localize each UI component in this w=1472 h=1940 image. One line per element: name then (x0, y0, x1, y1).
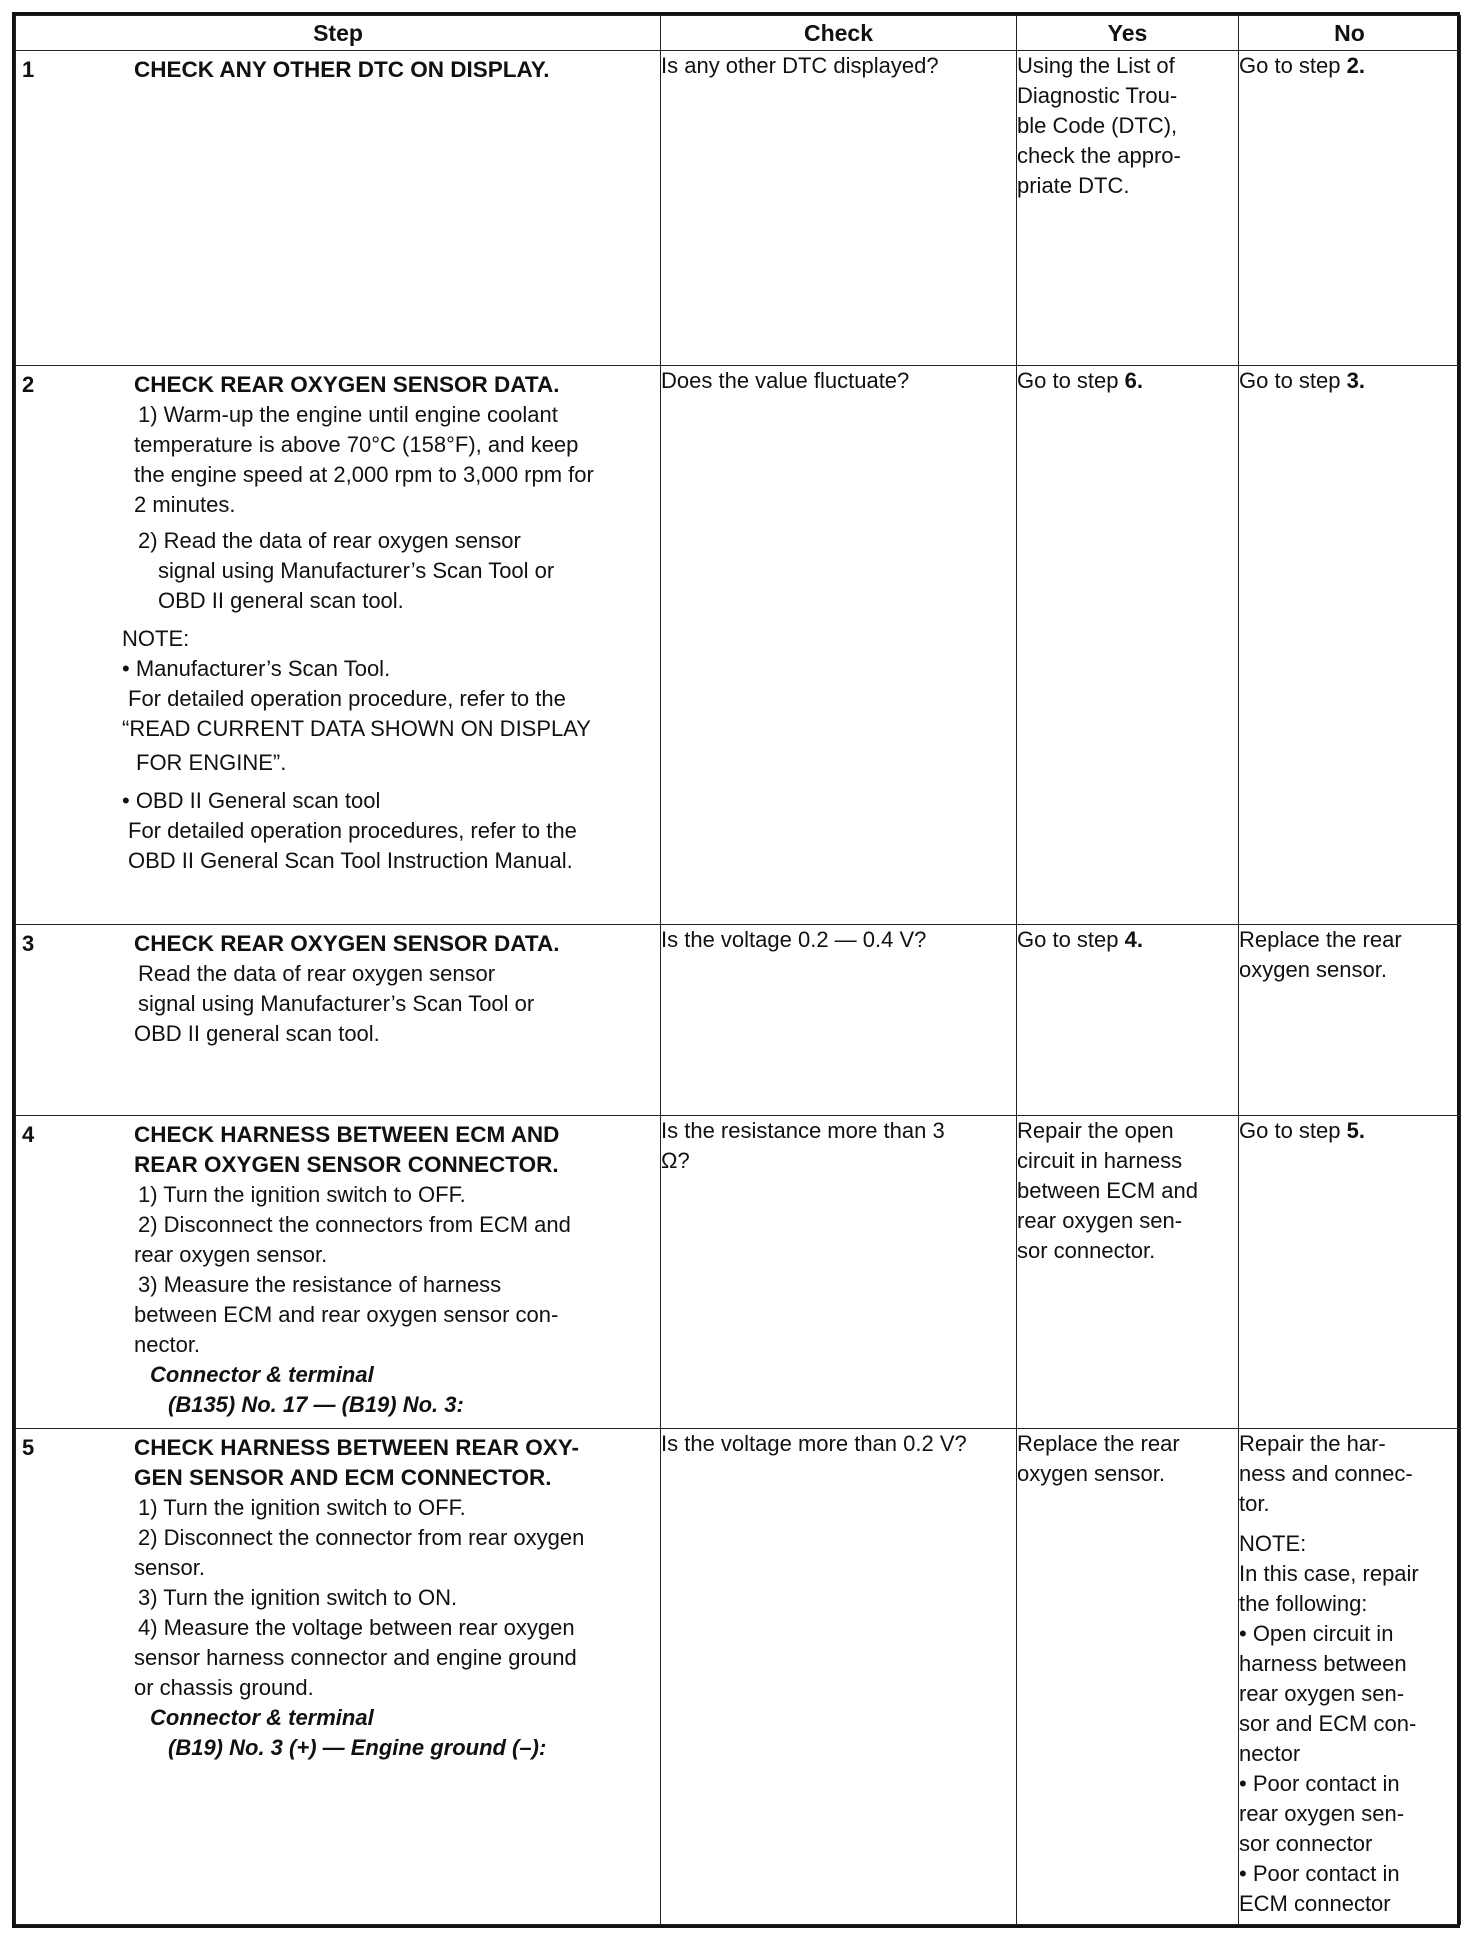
header-check: Check (661, 16, 1017, 51)
step-title: CHECK HARNESS BETWEEN ECM AND (134, 1122, 560, 1147)
step-title: CHECK REAR OXYGEN SENSOR DATA. (134, 931, 560, 956)
note-text: • OBD II General scan tool (122, 788, 381, 813)
connector-title: Connector & terminal (150, 1705, 374, 1730)
step-text: rear oxygen sensor. (134, 1242, 328, 1267)
yes-text: Go to step (1017, 927, 1125, 952)
step-text: 1) Turn the ignition switch to OFF. (138, 1182, 466, 1207)
step-text: 2) Disconnect the connector from rear oxygen (138, 1525, 585, 1550)
step-note (122, 624, 652, 876)
step-text: 2) Read the data of rear oxygen sensor (138, 528, 521, 553)
yes-cell (1017, 1429, 1239, 1925)
yes-text: oxygen sensor. (1017, 1461, 1165, 1486)
no-note-text: sor and ECM con- (1239, 1711, 1417, 1736)
diagnostic-procedure-table (12, 12, 1460, 1928)
no-cell (1239, 925, 1461, 1116)
table-row (16, 1116, 1461, 1429)
no-text: Go to step (1239, 53, 1347, 78)
no-cell (1239, 1429, 1461, 1925)
table-row (16, 925, 1461, 1116)
no-step-ref: 3. (1346, 368, 1365, 393)
check-cell: Does the value fluctuate? (661, 366, 1017, 925)
step-text: 2) Disconnect the connectors from ECM and (138, 1212, 571, 1237)
step-cell (16, 925, 661, 1116)
step-text: between ECM and rear oxygen sensor con- (134, 1302, 559, 1327)
step-number: 2 (22, 372, 35, 397)
step-text: 3) Measure the resistance of harness (138, 1272, 502, 1297)
step-text: 4) Measure the voltage between rear oxygen (138, 1615, 575, 1640)
no-note-text: sor connector (1239, 1831, 1373, 1856)
connector-value: (B135) No. 17 — (B19) No. 3: (168, 1392, 464, 1417)
no-text: oxygen sensor. (1239, 957, 1387, 982)
step-text: signal using Manufacturer’s Scan Tool or (138, 991, 535, 1016)
check-cell (661, 1116, 1017, 1429)
step-text: 3) Turn the ignition switch to ON. (138, 1585, 458, 1610)
no-note-text: • Poor contact in (1239, 1861, 1400, 1886)
step-text: 1) Turn the ignition switch to OFF. (138, 1495, 466, 1520)
step-text: OBD II general scan tool. (158, 588, 404, 613)
no-text: Go to step (1239, 1118, 1347, 1143)
no-note-text: • Open circuit in (1239, 1621, 1394, 1646)
check-text: Is the resistance more than 3 (661, 1118, 945, 1143)
no-note-text: ECM connector (1239, 1891, 1391, 1916)
yes-text: check the appro- (1017, 143, 1181, 168)
check-cell: Is the voltage 0.2 — 0.4 V? (661, 925, 1017, 1116)
connector-title: Connector & terminal (150, 1362, 374, 1387)
step-number: 3 (22, 931, 35, 956)
yes-text: Go to step (1017, 368, 1125, 393)
yes-text: sor connector. (1017, 1238, 1156, 1263)
yes-cell (1017, 1116, 1239, 1429)
no-text: ness and connec- (1239, 1461, 1413, 1486)
step-text: sensor. (134, 1555, 205, 1580)
no-note-text: the following: (1239, 1591, 1368, 1616)
diagnostic-table (15, 15, 1461, 1925)
step-title: CHECK REAR OXYGEN SENSOR DATA. (134, 372, 560, 397)
step-title: CHECK ANY OTHER DTC ON DISPLAY. (134, 57, 550, 82)
step-cell (16, 1116, 661, 1429)
step-text: sensor harness connector and engine ground (134, 1645, 577, 1670)
yes-cell (1017, 925, 1239, 1116)
yes-text: rear oxygen sen- (1017, 1208, 1183, 1233)
yes-text: Diagnostic Trou- (1017, 83, 1178, 108)
yes-step-ref: 4. (1124, 927, 1143, 952)
note-text: For detailed operation procedures, refer to the (128, 818, 577, 843)
no-step-ref: 5. (1346, 1118, 1365, 1143)
step-text: 2 minutes. (134, 492, 236, 517)
no-text: Repair the har- (1239, 1431, 1386, 1456)
step-number: 1 (22, 57, 35, 82)
header-no: No (1239, 16, 1461, 51)
check-text: Ω? (661, 1148, 690, 1173)
yes-text: priate DTC. (1017, 173, 1130, 198)
table-row (16, 51, 1461, 366)
table-row (16, 366, 1461, 925)
step-text: Read the data of rear oxygen sensor (138, 961, 496, 986)
note-text: For detailed operation procedure, refer to the (128, 686, 566, 711)
step-text: the engine speed at 2,000 rpm to 3,000 rpm for (134, 462, 594, 487)
yes-cell (1017, 366, 1239, 925)
note-text: NOTE: (122, 626, 190, 651)
no-text: tor. (1239, 1491, 1270, 1516)
table-header-row (16, 16, 1461, 51)
step-text: nector. (134, 1332, 201, 1357)
step-title: GEN SENSOR AND ECM CONNECTOR. (134, 1465, 552, 1490)
header-step: Step (16, 16, 661, 51)
yes-cell (1017, 51, 1239, 366)
yes-text: Using the List of (1017, 53, 1175, 78)
no-note-text: nector (1239, 1741, 1301, 1766)
no-cell (1239, 366, 1461, 925)
step-number: 4 (22, 1122, 35, 1147)
yes-text: ble Code (DTC), (1017, 113, 1178, 138)
no-step-ref: 2. (1346, 53, 1365, 78)
step-text: or chassis ground. (134, 1675, 314, 1700)
no-cell (1239, 1116, 1461, 1429)
step-cell (16, 1429, 661, 1925)
check-cell: Is the voltage more than 0.2 V? (661, 1429, 1017, 1925)
note-text: • Manufacturer’s Scan Tool. (122, 656, 391, 681)
no-note-text: NOTE: (1239, 1531, 1307, 1556)
note-text: “READ CURRENT DATA SHOWN ON DISPLAY (122, 716, 591, 741)
no-text: Replace the rear (1239, 927, 1402, 952)
no-note-text: harness between (1239, 1651, 1407, 1676)
no-note-text: • Poor contact in (1239, 1771, 1400, 1796)
no-note-text: rear oxygen sen- (1239, 1801, 1405, 1826)
note-text: FOR ENGINE”. (136, 750, 287, 775)
yes-text: between ECM and (1017, 1178, 1198, 1203)
table-row (16, 1429, 1461, 1925)
step-cell (16, 51, 661, 366)
no-note-text: In this case, repair (1239, 1561, 1419, 1586)
step-text: 1) Warm-up the engine until engine coolant (138, 402, 558, 427)
yes-text: Repair the open (1017, 1118, 1174, 1143)
no-text: Go to step (1239, 368, 1347, 393)
step-cell (16, 366, 661, 925)
yes-step-ref: 6. (1124, 368, 1143, 393)
yes-text: Replace the rear (1017, 1431, 1180, 1456)
step-title: REAR OXYGEN SENSOR CONNECTOR. (134, 1152, 559, 1177)
connector-value: (B19) No. 3 (+) — Engine ground (–): (168, 1735, 547, 1760)
step-text: signal using Manufacturer’s Scan Tool or (158, 558, 555, 583)
yes-text: circuit in harness (1017, 1148, 1183, 1173)
step-number: 5 (22, 1435, 35, 1460)
no-note-text: rear oxygen sen- (1239, 1681, 1405, 1706)
header-yes: Yes (1017, 16, 1239, 51)
check-cell: Is any other DTC displayed? (661, 51, 1017, 366)
step-title: CHECK HARNESS BETWEEN REAR OXY- (134, 1435, 580, 1460)
no-cell (1239, 51, 1461, 366)
step-text: OBD II general scan tool. (134, 1021, 380, 1046)
note-text: OBD II General Scan Tool Instruction Manual. (128, 848, 573, 873)
step-text: temperature is above 70°C (158°F), and keep (134, 432, 579, 457)
